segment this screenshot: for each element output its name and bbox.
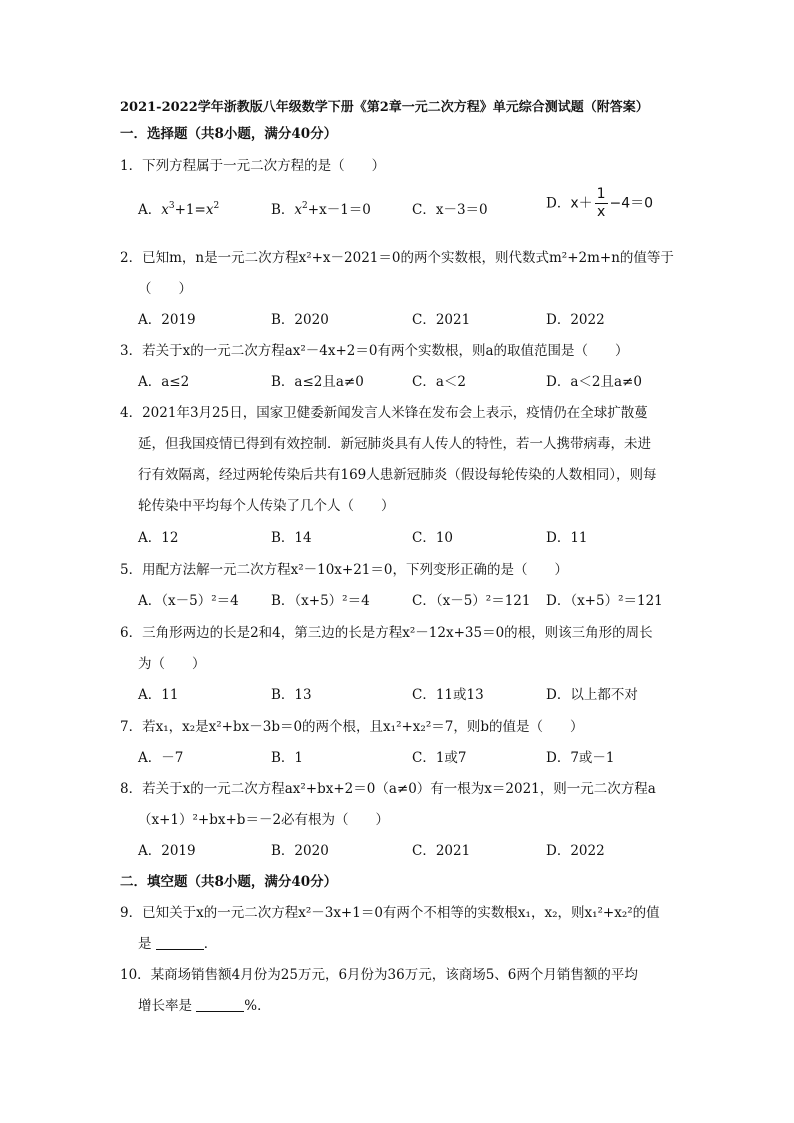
option-letter: B． [271,202,295,218]
question-text: %． [244,998,271,1014]
question-text: 若关于x的一元二次方程ax²+bx+2＝0（a≠0）有一根为x＝2021，则一元二次方程a [142,781,656,797]
question-3-stem [120,342,629,360]
q7-option-b[interactable]: B．1 [271,750,304,766]
option-text: −4＝0 [609,195,654,212]
question-10-stem-cont [138,997,271,1015]
fraction-numerator: 1 [596,186,606,202]
q3-option-b[interactable]: B．a≤2且a≠0 [271,374,364,390]
question-text: 已知m，n是一元二次方程x²+x－2021＝0的两个实数根，则代数式m²+2m+n的值等于 [142,250,674,266]
question-8-stem-cont: （x+1）²+bx+b＝－2必有根为（ ） [138,812,390,828]
question-text: 增长率是 [138,998,192,1014]
question-text: 2021年3月25日，国家卫健委新闻发言人米锋在发布会上表示，疫情仍在全球扩散蔓 [142,405,648,421]
q8-option-a[interactable]: A．2019 [138,843,196,859]
question-text: 若关于x的一元二次方程ax²－4x+2＝0有两个实数根，则a的取值范围是（ ） [142,343,629,359]
q7-option-c[interactable]: C．1或7 [412,750,467,766]
question-5-stem [120,561,568,579]
question-number: 3． [120,343,143,359]
question-number: 2． [120,250,143,266]
q4-option-d[interactable]: D．11 [546,530,588,546]
question-text: 下列方程属于一元二次方程的是（ ） [142,158,386,174]
q4-option-c[interactable]: C．10 [412,530,454,546]
q2-option-d[interactable]: D．2022 [546,312,605,328]
question-text: 若x₁，x₂是x²+bx－3b＝0的两个根，且x₁²+x₂²＝7，则b的值是（ ） [142,719,584,735]
q4-option-a[interactable]: A．12 [138,530,179,546]
q5-option-a[interactable]: A．（x－5）²＝4 [138,593,239,609]
question-6-stem [120,624,653,642]
option-text: x＋ [570,195,593,212]
question-1-stem [120,157,385,175]
question-6-stem-cont: 为（ ） [138,656,206,672]
question-text: 用配方法解一元二次方程x²－10x+21＝0，下列变形正确的是（ ） [142,562,568,578]
question-4-line-2: 延，但我国疫情已得到有效控制．新冠肺炎具有人传人的特性，若一人携带病毒，未进 [138,436,651,452]
question-text: 三角形两边的长是2和4，第三边的长是方程x²－12x+35＝0的根，则该三角形的周长 [142,625,653,641]
q7-option-d[interactable]: D．7或－1 [546,750,615,766]
question-4-stem [120,404,648,422]
q8-option-b[interactable]: B．2020 [271,843,329,859]
q1-option-b[interactable]: B．$x^2+x-1=0$ [271,201,371,218]
q6-option-d[interactable]: D．以上都不对 [546,687,638,703]
q2-option-c[interactable]: C．2021 [412,312,471,328]
question-2-stem [120,249,674,267]
question-9-stem-cont [138,935,217,953]
q7-option-a[interactable]: A．－7 [138,750,184,766]
question-number: 9． [120,905,143,921]
question-text: ． [203,936,218,952]
q4-option-b[interactable]: B．14 [271,530,312,546]
question-10-stem [120,966,638,984]
q2-option-b[interactable]: B．2020 [271,312,329,328]
q5-option-b[interactable]: B．（x+5）²＝4 [271,593,370,609]
question-number: 5． [120,562,143,578]
fraction-denominator: x [596,204,606,220]
q5-option-d[interactable]: D．（x+5）²＝121 [546,593,663,609]
q6-option-a[interactable]: A．11 [138,687,179,703]
q6-option-c[interactable]: C．11或13 [412,687,484,703]
question-number: 8． [120,781,143,797]
question-2-stem-cont: （ ） [138,281,192,297]
q1-option-c[interactable] [412,201,488,219]
option-letter: C． [412,202,436,218]
question-text: 已知关于x的一元二次方程x²－3x+1＝0有两个不相等的实数根x₁，x₂，则x₁²+x₂²的值 [142,905,660,921]
option-letter: D． [546,195,571,212]
option-text: x－3＝0 [435,202,488,218]
section-heading-choice: 一．选择题（共8小题，满分40分） [120,126,338,142]
question-7-stem [120,718,583,736]
question-number: 10． [120,967,151,983]
question-number: 7． [120,719,143,735]
q1-option-a[interactable]: A．$x^3+1=x^2$ [138,201,220,218]
option-letter: A． [138,202,162,218]
q3-option-d[interactable]: D．a＜2且a≠0 [546,374,642,390]
answer-blank[interactable] [196,997,244,1012]
answer-blank[interactable] [156,935,204,950]
question-4-line-4: 轮传染中平均每个人传染了几个人（ ） [138,498,395,514]
option-text: +x－1＝0 [307,202,371,218]
q8-option-c[interactable]: C．2021 [412,843,471,859]
question-4-line-3: 行有效隔离，经过两轮传染后共有169人患新冠肺炎（假设每轮传染的人数相同），则每 [138,467,657,483]
question-text: 某商场销售额4月份为25万元，6月份为36万元，该商场5、6两个月销售额的平均 [150,967,638,983]
q3-option-c[interactable]: C．a＜2 [412,374,466,390]
q5-option-c[interactable]: C．（x－5）²＝121 [412,593,531,609]
page-title: 2021-2022学年浙教版八年级数学下册《第2章一元二次方程》单元综合测试题（附答案） [120,100,649,115]
q3-option-a[interactable]: A．a≤2 [138,374,190,390]
question-text: 是 [138,936,152,952]
q8-option-d[interactable]: D．2022 [546,843,605,859]
q6-option-b[interactable]: B．13 [271,687,312,703]
q2-option-a[interactable]: A．2019 [138,312,196,328]
question-number: 6． [120,625,143,641]
section-heading-fill: 二．填空题（共8小题，满分40分） [120,874,338,890]
question-number: 1． [120,158,143,174]
q1-option-d[interactable] [546,186,653,221]
question-8-stem [120,780,656,798]
question-number: 4． [120,405,143,421]
fraction [595,186,608,221]
question-9-stem [120,904,660,922]
